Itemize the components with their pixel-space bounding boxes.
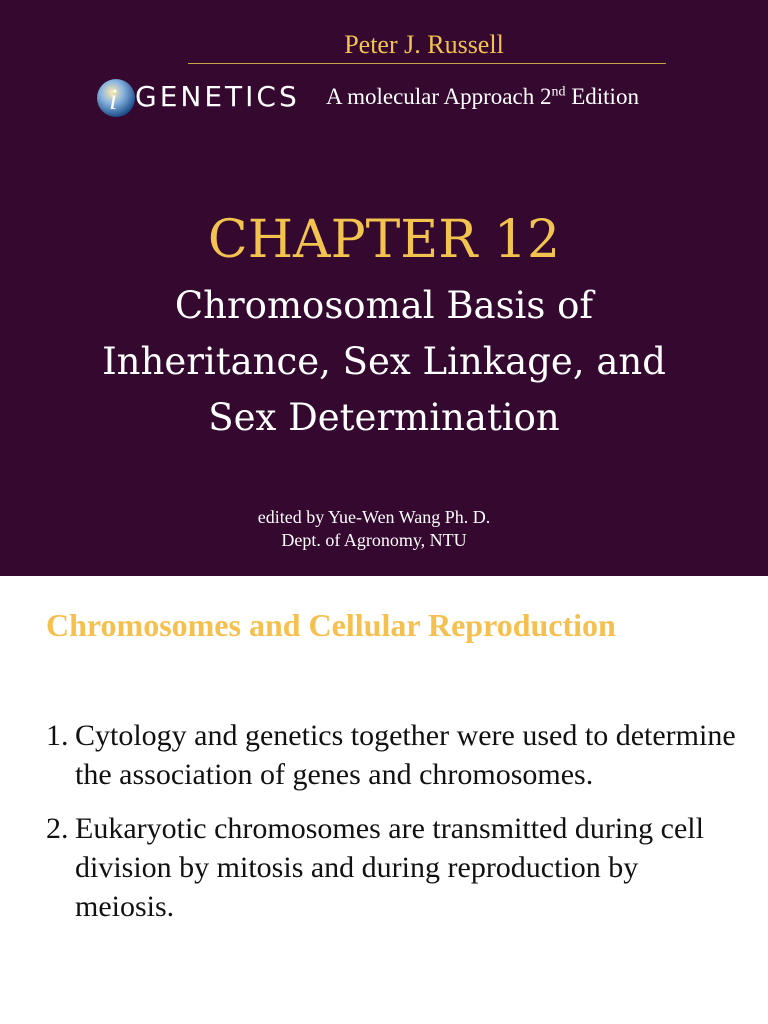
subtitle-end: Edition bbox=[565, 84, 639, 109]
subtitle-main: A molecular Approach 2 bbox=[326, 84, 552, 109]
list-item-number: 2. bbox=[46, 812, 69, 845]
list-item-text: Cytology and genetics together were used to determine the association of genes and chromosomes. bbox=[75, 719, 736, 791]
subtitle-superscript: nd bbox=[551, 84, 566, 100]
logo-letter: i bbox=[109, 83, 118, 116]
list-item-number: 1. bbox=[46, 719, 69, 752]
editor-credit bbox=[0, 506, 748, 552]
chapter-number: CHAPTER 12 bbox=[207, 210, 561, 270]
chapter-title bbox=[40, 278, 728, 446]
author-name: Peter J. Russell bbox=[344, 30, 504, 59]
author-divider bbox=[188, 63, 666, 64]
bullet-list bbox=[46, 716, 736, 941]
editor-name: edited by Yue-Wen Wang Ph. D. bbox=[257, 507, 491, 527]
list-item-text: Eukaryotic chromosomes are transmitted during cell division by mitosis and during reproduction by meiosis. bbox=[75, 812, 704, 923]
chapter-title-line: Chromosomal Basis of bbox=[174, 284, 594, 327]
genetics-logo-icon bbox=[96, 78, 136, 118]
chapter-title-line: Sex Determination bbox=[208, 396, 560, 439]
editor-department: Dept. of Agronomy, NTU bbox=[281, 530, 467, 550]
logo-wordmark: GENETICS bbox=[135, 80, 300, 113]
list-item bbox=[46, 809, 736, 926]
content-slide bbox=[0, 576, 768, 1024]
chapter-title-line: Inheritance, Sex Linkage, and bbox=[102, 340, 666, 383]
book-subtitle bbox=[326, 84, 639, 110]
list-item bbox=[46, 716, 736, 794]
section-heading: Chromosomes and Cellular Reproduction bbox=[46, 607, 616, 643]
